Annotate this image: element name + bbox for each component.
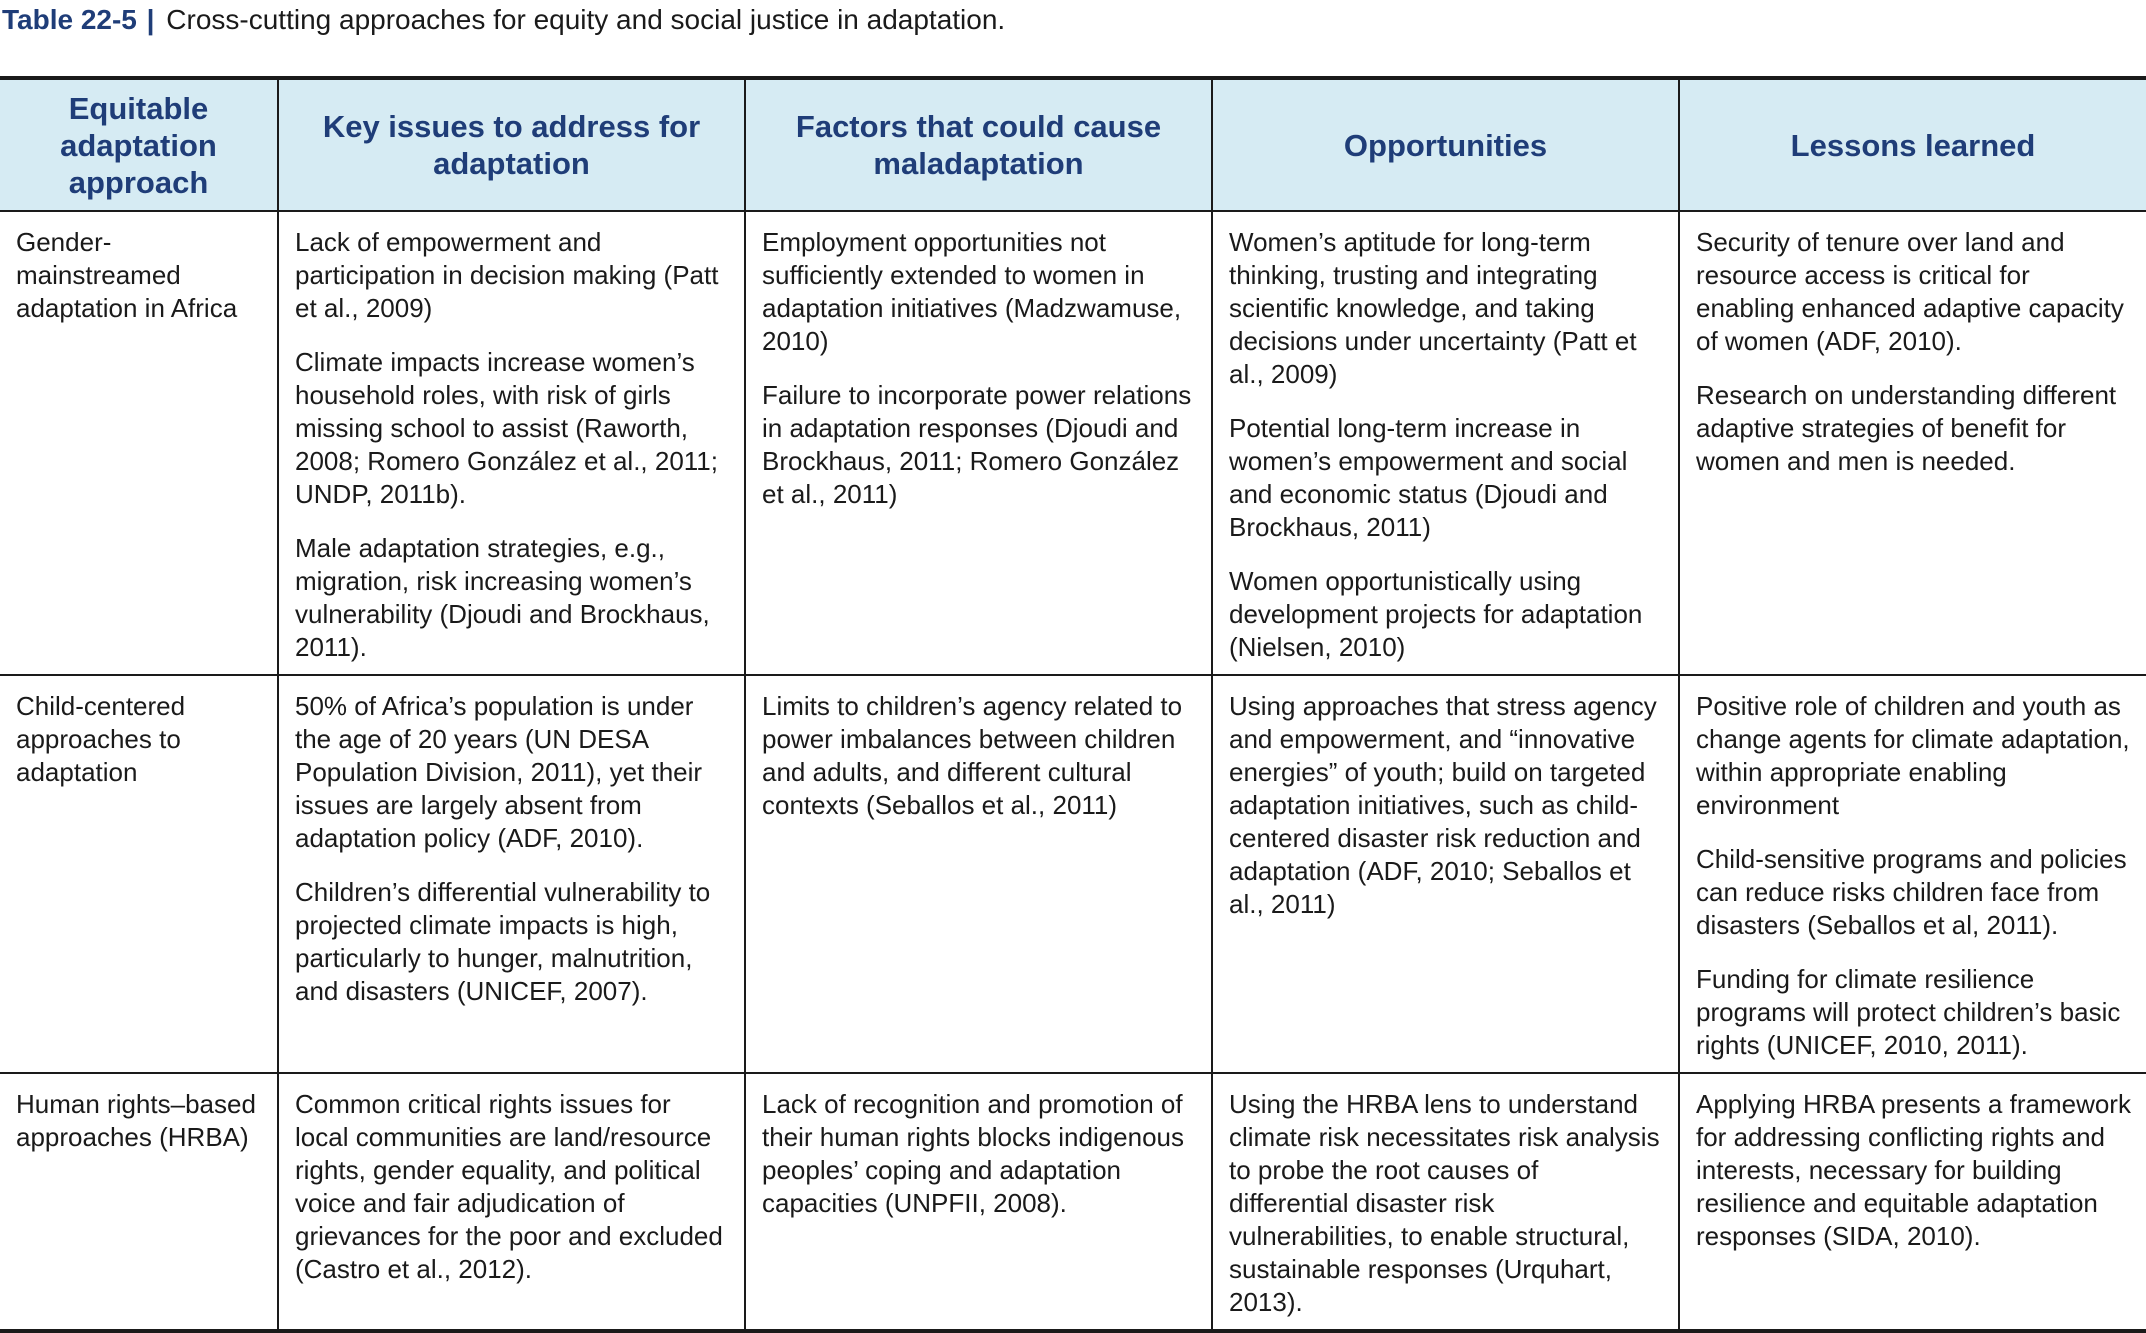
table-number: Table 22-5 bbox=[2, 4, 137, 35]
opportunities-cell bbox=[1212, 675, 1679, 1073]
lessons-cell bbox=[1679, 1073, 2146, 1331]
opportunities-cell bbox=[1212, 1073, 1679, 1331]
table-row bbox=[0, 1073, 2146, 1331]
maladaptation-item: Employment opportunities not sufficiently extended to women in adaptation initiatives (Madzwamuse, 2010) bbox=[762, 227, 1182, 356]
approach-cell bbox=[0, 211, 278, 675]
approach-cell bbox=[0, 1073, 278, 1331]
adaptation-approaches-table bbox=[0, 76, 2146, 1333]
header-key-issues: Key issues to address for adaptation bbox=[278, 78, 745, 211]
header-lessons: Lessons learned bbox=[1679, 78, 2146, 211]
table-title: Cross-cutting approaches for equity and social justice in adaptation. bbox=[166, 4, 1006, 35]
maladaptation-cell bbox=[745, 211, 1212, 675]
lesson-item: Funding for climate resilience programs will protect children’s basic rights (UNICEF, 2010, 2011). bbox=[1696, 964, 2121, 1060]
opportunity-item: Women’s aptitude for long-term thinking, trusting and integrating scientific knowledge, and taking decisions under uncertainty (Patt et al., 2009) bbox=[1229, 227, 1637, 389]
approach-name: Gender-mainstreamed adaptation in Africa bbox=[16, 227, 238, 323]
lessons-cell bbox=[1679, 211, 2146, 675]
maladaptation-item: Failure to incorporate power relations in adaptation responses (Djoudi and Brockhaus, 2011; Romero González et al., 2011) bbox=[762, 380, 1192, 509]
header-opportunities: Opportunities bbox=[1212, 78, 1679, 211]
lesson-item: Research on understanding different adaptive strategies of benefit for women and men is needed. bbox=[1696, 380, 2117, 476]
approach-name: Child-centered approaches to adaptation bbox=[16, 691, 186, 787]
key-issue-item: Children’s differential vulnerability to projected climate impacts is high, particularly to hunger, malnutrition, and disasters (UNICEF, 2007). bbox=[295, 877, 711, 1006]
opportunity-item: Women opportunistically using development projects for adaptation (Nielsen, 2010) bbox=[1229, 566, 1643, 662]
opportunity-item: Using approaches that stress agency and empowerment, and “innovative energies” of youth; build on targeted adaptation initiatives, such as child-centered disaster risk reduction and adaptation (ADF, 2010; Seballos et al., 2011) bbox=[1229, 691, 1657, 919]
opportunity-item: Using the HRBA lens to understand climate risk necessitates risk analysis to probe the root causes of differential disaster risk vulnerabilities, to enable structural, sustainable responses (Urquhart, 2013). bbox=[1229, 1089, 1660, 1317]
header-maladaptation: Factors that could cause maladaptation bbox=[745, 78, 1212, 211]
key-issue-item: Male adaptation strategies, e.g., migration, risk increasing women’s vulnerability (Djoudi and Brockhaus, 2011). bbox=[295, 533, 710, 662]
maladaptation-cell bbox=[745, 675, 1212, 1073]
maladaptation-item: Lack of recognition and promotion of their human rights blocks indigenous peoples’ coping and adaptation capacities (UNPFII, 2008). bbox=[762, 1089, 1185, 1218]
maladaptation-item: Limits to children’s agency related to power imbalances between children and adults, and different cultural contexts (Seballos et al., 2011) bbox=[762, 691, 1183, 820]
lesson-item: Applying HRBA presents a framework for addressing conflicting rights and interests, necessary for building resilience and equitable adaptation responses (SIDA, 2010). bbox=[1696, 1089, 2131, 1251]
key-issue-item: Lack of empowerment and participation in decision making (Patt et al., 2009) bbox=[295, 227, 719, 323]
key-issue-item: Climate impacts increase women’s household roles, with risk of girls missing school to assist (Raworth, 2008; Romero González et al., 2011; UNDP, 2011b). bbox=[295, 347, 718, 509]
key-issues-cell bbox=[278, 675, 745, 1073]
approach-name: Human rights–based approaches (HRBA) bbox=[16, 1089, 256, 1152]
key-issue-item: Common critical rights issues for local communities are land/resource rights, gender equality, and political voice and fair adjudication of grievances for the poor and excluded (Castro et al., 2012). bbox=[295, 1089, 723, 1284]
key-issue-item: 50% of Africa’s population is under the age of 20 years (UN DESA Population Division, 2011), yet their issues are largely absent from adaptation policy (ADF, 2010). bbox=[295, 691, 703, 853]
header-approach: Equitable adaptation approach bbox=[0, 78, 278, 211]
opportunities-cell bbox=[1212, 211, 1679, 675]
key-issues-cell bbox=[278, 1073, 745, 1331]
lesson-item: Positive role of children and youth as change agents for climate adaptation, within appropriate enabling environment bbox=[1696, 691, 2130, 820]
lessons-cell bbox=[1679, 675, 2146, 1073]
lesson-item: Child-sensitive programs and policies can reduce risks children face from disasters (Seballos et al, 2011). bbox=[1696, 844, 2127, 940]
table-row bbox=[0, 211, 2146, 675]
table-header-row bbox=[0, 78, 2146, 211]
lesson-item: Security of tenure over land and resource access is critical for enabling enhanced adaptive capacity of women (ADF, 2010). bbox=[1696, 227, 2124, 356]
approach-cell bbox=[0, 675, 278, 1073]
table-row bbox=[0, 675, 2146, 1073]
table-caption bbox=[2, 0, 1005, 40]
maladaptation-cell bbox=[745, 1073, 1212, 1331]
key-issues-cell bbox=[278, 211, 745, 675]
opportunity-item: Potential long-term increase in women’s empowerment and social and economic status (Djoudi and Brockhaus, 2011) bbox=[1229, 413, 1628, 542]
caption-separator: | bbox=[146, 4, 155, 35]
